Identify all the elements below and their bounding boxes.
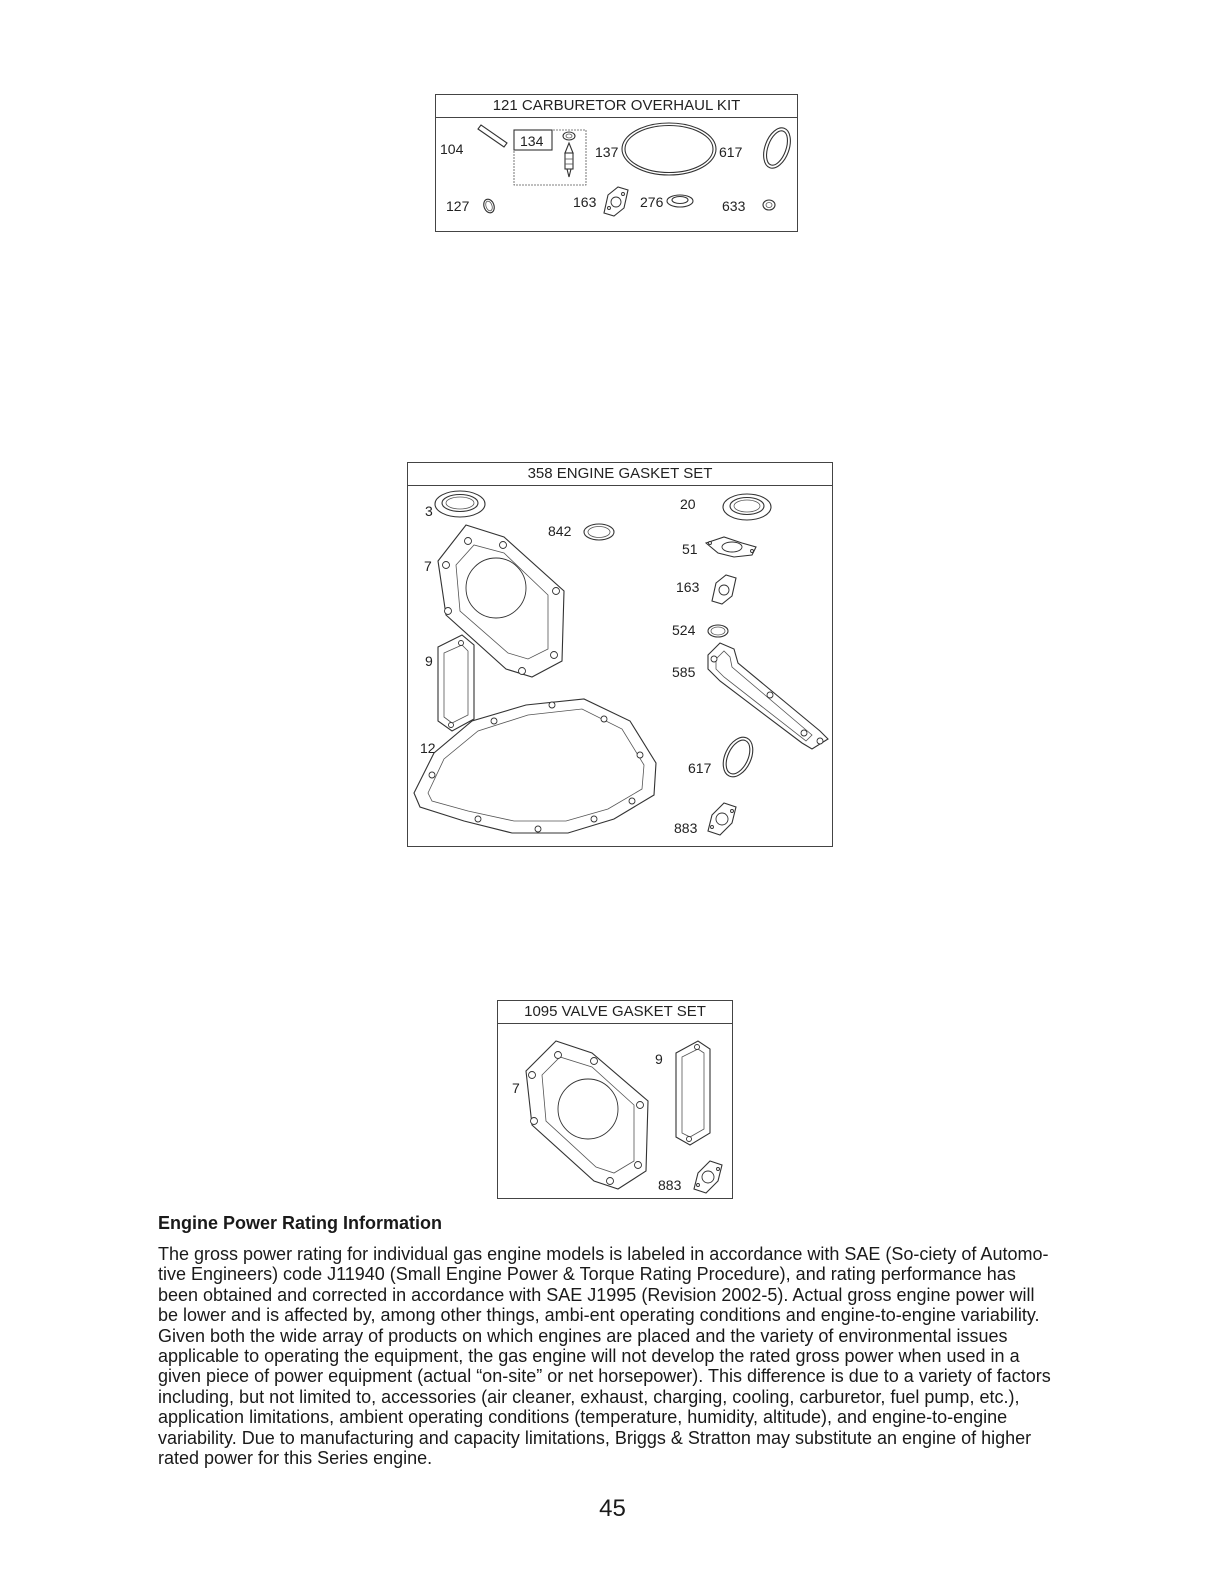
part-label-12: 12 — [420, 740, 436, 756]
part-label-163: 163 — [573, 194, 597, 210]
oil-seal-part-3 — [435, 491, 485, 517]
o-ring-part-617 — [759, 124, 796, 172]
o-ring-part-617 — [717, 732, 758, 781]
part-label-276: 276 — [640, 194, 664, 210]
part-label-163: 163 — [676, 579, 700, 595]
engine-gasket-set — [407, 462, 833, 847]
gasket-part-9 — [676, 1041, 710, 1145]
part-label-7: 7 — [424, 558, 432, 574]
engine-gasket-diagram — [408, 463, 832, 846]
crankcase-gasket-part-12 — [414, 699, 656, 833]
kit-title: 358 ENGINE GASKET SET — [408, 463, 832, 486]
seal-part-127 — [482, 198, 496, 215]
kit-title: 121 CARBURETOR OVERHAUL KIT — [436, 95, 797, 118]
inlet-needle-part-134 — [514, 130, 586, 185]
oil-seal-part-20 — [723, 494, 771, 520]
part-label-842: 842 — [548, 523, 572, 539]
part-label-7: 7 — [512, 1080, 520, 1096]
cylinder-head-gasket-part-7 — [438, 525, 564, 677]
carburetor-overhaul-kit — [435, 94, 798, 232]
gasket-part-9 — [438, 635, 474, 731]
gasket-part-163 — [712, 575, 736, 604]
part-label-9: 9 — [655, 1051, 663, 1067]
part-label-9: 9 — [425, 653, 433, 669]
part-label-51: 51 — [682, 541, 698, 557]
part-label-104: 104 — [440, 141, 464, 157]
part-label-617: 617 — [688, 760, 712, 776]
gasket-part-883 — [708, 803, 736, 835]
part-label-617: 617 — [719, 144, 743, 160]
gasket-part-585 — [708, 643, 828, 749]
part-label-3: 3 — [425, 503, 433, 519]
gasket-part-51 — [706, 537, 756, 557]
carburetor-kit-diagram — [436, 95, 797, 231]
washer-part-633 — [763, 200, 775, 210]
part-label-127: 127 — [446, 198, 470, 214]
part-label-883: 883 — [658, 1177, 682, 1193]
part-label-134: 134 — [520, 133, 544, 149]
cylinder-head-gasket-part-7 — [526, 1041, 648, 1189]
part-label-20: 20 — [680, 496, 696, 512]
bowl-gasket-part-137 — [622, 123, 716, 175]
washer-part-276 — [667, 195, 693, 207]
pin-part-104 — [478, 125, 507, 147]
page-number: 45 — [599, 1495, 626, 1522]
section-heading: Engine Power Rating Information — [158, 1213, 443, 1233]
part-label-524: 524 — [672, 622, 696, 638]
kit-title: 1095 VALVE GASKET SET — [498, 1001, 732, 1024]
o-ring-part-524 — [708, 625, 728, 637]
valve-gasket-diagram — [498, 1001, 732, 1198]
o-ring-part-842 — [584, 524, 614, 540]
valve-gasket-set — [497, 1000, 733, 1199]
gasket-part-883 — [694, 1161, 722, 1193]
part-label-633: 633 — [722, 198, 746, 214]
section-paragraph: The gross power rating for individual gas engine models is labeled in accordance with SAE (So-ciety of Automo-tive Engineers) code J11940 (Small Engine Power & Torque Rating Procedure), and rating performance has been obtained and corrected in accordance with SAE J1995 (Revision 2002-5). Actual gross engine power will be lower and is affected by, among other things, ambi-ent operating conditions and engine-to-engine variability. Given both the wide array of products on which engines are placed and the variety of environmental issues applicable to operating the equipment, the gas engine will not develop the rated gross power when used in a given piece of power equipment (actual “on-site” or net horsepower). This difference is due to a variety of factors including, but not limited to, accessories (air cleaner, exhaust, charging, cooling, carburetor, fuel pump, etc.), application limitations, ambient operating conditions (temperature, humidity, altitude), and engine-to-engine variability. Due to manufacturing and capacity limitations, Briggs & Stratton may substitute an engine of higher rated power for this Series engine. — [158, 1244, 1051, 1469]
part-label-883: 883 — [674, 820, 698, 836]
part-label-585: 585 — [672, 664, 696, 680]
part-label-137: 137 — [595, 144, 619, 160]
gasket-part-163 — [604, 187, 628, 216]
